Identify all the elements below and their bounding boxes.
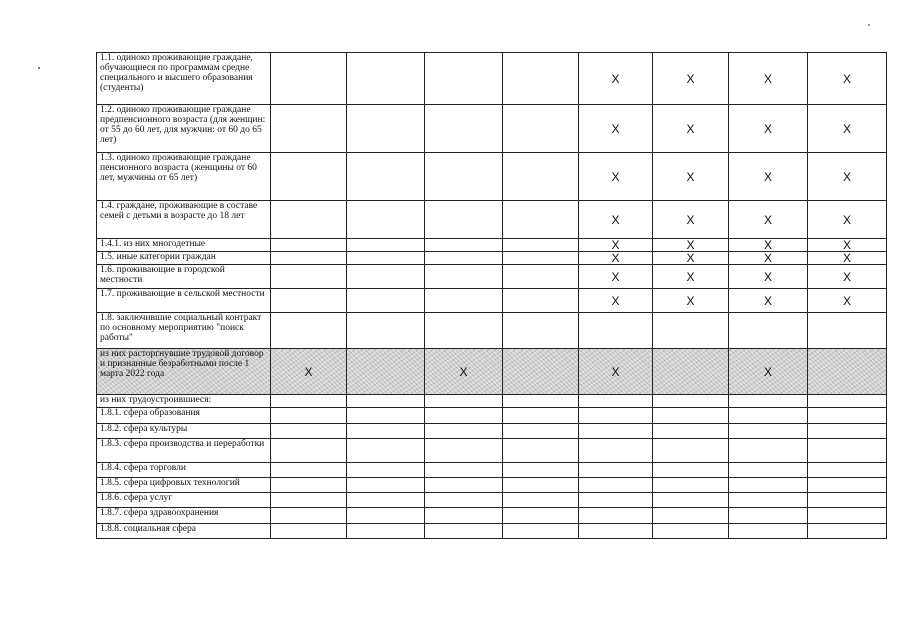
empty-cell <box>425 239 503 252</box>
table-row <box>97 349 887 395</box>
empty-cell <box>425 53 503 105</box>
table-row <box>97 252 887 265</box>
empty-cell <box>503 201 579 239</box>
table-row <box>97 493 887 508</box>
empty-cell <box>653 463 729 478</box>
empty-cell <box>347 493 425 508</box>
not-applicable-mark: X <box>579 289 653 313</box>
empty-cell <box>503 395 579 408</box>
row-label: 1.8.5. сфера цифровых технологий <box>97 478 271 493</box>
empty-cell <box>271 439 347 463</box>
not-applicable-mark: X <box>579 53 653 105</box>
table-body <box>97 53 887 539</box>
scan-speck <box>868 24 870 26</box>
empty-cell <box>503 508 579 524</box>
not-applicable-mark: X <box>579 349 653 395</box>
empty-cell <box>503 289 579 313</box>
empty-cell <box>347 105 425 153</box>
not-applicable-mark: X <box>808 201 887 239</box>
empty-cell <box>503 493 579 508</box>
not-applicable-mark: X <box>579 105 653 153</box>
not-applicable-mark: X <box>579 252 653 265</box>
table-row <box>97 508 887 524</box>
empty-cell <box>579 408 653 424</box>
empty-cell <box>579 424 653 439</box>
empty-cell <box>729 493 808 508</box>
table-row <box>97 105 887 153</box>
empty-cell <box>347 424 425 439</box>
not-applicable-mark: X <box>653 239 729 252</box>
empty-cell <box>271 265 347 289</box>
empty-cell <box>653 508 729 524</box>
not-applicable-mark: X <box>271 349 347 395</box>
not-applicable-mark: X <box>425 349 503 395</box>
empty-cell <box>503 424 579 439</box>
empty-cell <box>271 493 347 508</box>
report-table-container <box>96 52 886 539</box>
row-label: из них расторгнувшие трудовой договор и признанные безработными после 1 марта 2022 года <box>97 349 271 395</box>
not-applicable-mark: X <box>579 265 653 289</box>
empty-cell <box>808 313 887 349</box>
empty-cell <box>503 524 579 539</box>
not-applicable-mark: X <box>808 239 887 252</box>
row-label: 1.3. одиноко проживающие граждане пенсионного возраста (женщины от 60 лет, мужчины от 65 лет) <box>97 153 271 201</box>
empty-cell <box>729 395 808 408</box>
empty-cell <box>503 439 579 463</box>
empty-cell <box>271 53 347 105</box>
empty-cell <box>579 463 653 478</box>
empty-cell <box>425 395 503 408</box>
empty-cell <box>653 524 729 539</box>
empty-cell <box>425 493 503 508</box>
row-label: 1.8. заключившие социальный контракт по основному мероприятию "поиск работы" <box>97 313 271 349</box>
empty-cell <box>347 239 425 252</box>
empty-cell <box>729 508 808 524</box>
empty-cell <box>425 313 503 349</box>
empty-cell <box>579 395 653 408</box>
empty-cell <box>347 508 425 524</box>
empty-cell <box>653 439 729 463</box>
not-applicable-mark: X <box>808 53 887 105</box>
not-applicable-mark: X <box>653 105 729 153</box>
not-applicable-mark: X <box>579 239 653 252</box>
not-applicable-mark: X <box>808 265 887 289</box>
row-label: 1.8.1. сфера образования <box>97 408 271 424</box>
empty-cell <box>271 463 347 478</box>
empty-cell <box>347 53 425 105</box>
empty-cell <box>729 424 808 439</box>
table-row <box>97 408 887 424</box>
empty-cell <box>425 408 503 424</box>
empty-cell <box>347 252 425 265</box>
empty-cell <box>503 408 579 424</box>
empty-cell <box>425 153 503 201</box>
empty-cell <box>808 395 887 408</box>
empty-cell <box>271 408 347 424</box>
empty-cell <box>503 105 579 153</box>
empty-cell <box>653 408 729 424</box>
not-applicable-mark: X <box>729 265 808 289</box>
row-label: 1.4. граждане, проживающие в составе семей с детьми в возрасте до 18 лет <box>97 201 271 239</box>
empty-cell <box>347 524 425 539</box>
empty-cell <box>271 395 347 408</box>
not-applicable-mark: X <box>653 153 729 201</box>
empty-cell <box>503 463 579 478</box>
empty-cell <box>347 313 425 349</box>
empty-cell <box>503 265 579 289</box>
empty-cell <box>425 252 503 265</box>
empty-cell <box>503 349 579 395</box>
not-applicable-mark: X <box>808 105 887 153</box>
empty-cell <box>503 252 579 265</box>
empty-cell <box>503 478 579 493</box>
empty-cell <box>653 313 729 349</box>
empty-cell <box>653 349 729 395</box>
row-label: 1.8.4. сфера торговли <box>97 463 271 478</box>
table-row <box>97 478 887 493</box>
empty-cell <box>425 439 503 463</box>
not-applicable-mark: X <box>808 153 887 201</box>
empty-cell <box>347 201 425 239</box>
empty-cell <box>347 408 425 424</box>
empty-cell <box>425 524 503 539</box>
empty-cell <box>729 439 808 463</box>
empty-cell <box>579 493 653 508</box>
table-row <box>97 313 887 349</box>
empty-cell <box>271 524 347 539</box>
empty-cell <box>808 408 887 424</box>
table-row <box>97 201 887 239</box>
empty-cell <box>579 439 653 463</box>
empty-cell <box>271 478 347 493</box>
not-applicable-mark: X <box>729 105 808 153</box>
row-label: 1.7. проживающие в сельской местности <box>97 289 271 313</box>
row-label: 1.8.3. сфера производства и переработки <box>97 439 271 463</box>
empty-cell <box>729 478 808 493</box>
empty-cell <box>271 508 347 524</box>
empty-cell <box>653 478 729 493</box>
empty-cell <box>653 493 729 508</box>
empty-cell <box>579 478 653 493</box>
not-applicable-mark: X <box>653 252 729 265</box>
empty-cell <box>271 201 347 239</box>
empty-cell <box>271 153 347 201</box>
table-row <box>97 395 887 408</box>
empty-cell <box>425 289 503 313</box>
row-label: 1.2. одиноко проживающие граждане предпенсионного возраста (для женщин: от 55 до 60 лет, для мужчин: от 60 до 65 лет) <box>97 105 271 153</box>
not-applicable-mark: X <box>653 265 729 289</box>
empty-cell <box>271 252 347 265</box>
empty-cell <box>808 439 887 463</box>
not-applicable-mark: X <box>729 349 808 395</box>
empty-cell <box>653 424 729 439</box>
row-label: 1.5. иные категории граждан <box>97 252 271 265</box>
empty-cell <box>729 408 808 424</box>
empty-cell <box>808 463 887 478</box>
not-applicable-mark: X <box>653 53 729 105</box>
table-row <box>97 239 887 252</box>
not-applicable-mark: X <box>579 201 653 239</box>
row-label: 1.8.6. сфера услуг <box>97 493 271 508</box>
empty-cell <box>347 289 425 313</box>
empty-cell <box>579 508 653 524</box>
empty-cell <box>425 508 503 524</box>
empty-cell <box>425 463 503 478</box>
empty-cell <box>347 395 425 408</box>
empty-cell <box>503 313 579 349</box>
empty-cell <box>425 105 503 153</box>
table-row <box>97 463 887 478</box>
not-applicable-mark: X <box>729 53 808 105</box>
empty-cell <box>808 524 887 539</box>
empty-cell <box>503 53 579 105</box>
empty-cell <box>271 105 347 153</box>
row-label: 1.8.8. социальная сфера <box>97 524 271 539</box>
empty-cell <box>425 201 503 239</box>
not-applicable-mark: X <box>729 252 808 265</box>
row-label: 1.1. одиноко проживающие граждане, обучающиеся по программам средне специального и высшего образования (студенты) <box>97 53 271 105</box>
row-label: 1.8.2. сфера культуры <box>97 424 271 439</box>
empty-cell <box>579 524 653 539</box>
empty-cell <box>503 153 579 201</box>
empty-cell <box>271 313 347 349</box>
empty-cell <box>347 349 425 395</box>
empty-cell <box>347 265 425 289</box>
table-row <box>97 153 887 201</box>
empty-cell <box>808 508 887 524</box>
row-label: 1.4.1. из них многодетные <box>97 239 271 252</box>
empty-cell <box>729 313 808 349</box>
not-applicable-mark: X <box>808 252 887 265</box>
table-row <box>97 439 887 463</box>
empty-cell <box>271 424 347 439</box>
empty-cell <box>808 493 887 508</box>
empty-cell <box>347 463 425 478</box>
row-label: 1.8.7. сфера здравоохранения <box>97 508 271 524</box>
empty-cell <box>808 478 887 493</box>
empty-cell <box>653 395 729 408</box>
empty-cell <box>808 349 887 395</box>
not-applicable-mark: X <box>579 153 653 201</box>
not-applicable-mark: X <box>653 201 729 239</box>
empty-cell <box>579 313 653 349</box>
empty-cell <box>729 524 808 539</box>
report-table <box>96 52 887 539</box>
not-applicable-mark: X <box>729 153 808 201</box>
empty-cell <box>503 239 579 252</box>
table-row <box>97 53 887 105</box>
empty-cell <box>271 239 347 252</box>
row-label: из них трудоустроившиеся: <box>97 395 271 408</box>
empty-cell <box>425 265 503 289</box>
empty-cell <box>347 153 425 201</box>
table-row <box>97 424 887 439</box>
empty-cell <box>347 439 425 463</box>
empty-cell <box>425 478 503 493</box>
empty-cell <box>425 424 503 439</box>
not-applicable-mark: X <box>653 289 729 313</box>
row-label: 1.6. проживающие в городской местности <box>97 265 271 289</box>
not-applicable-mark: X <box>729 201 808 239</box>
not-applicable-mark: X <box>808 289 887 313</box>
empty-cell <box>729 463 808 478</box>
empty-cell <box>271 289 347 313</box>
table-row <box>97 265 887 289</box>
scan-speck <box>38 67 40 69</box>
not-applicable-mark: X <box>729 239 808 252</box>
not-applicable-mark: X <box>729 289 808 313</box>
table-row <box>97 524 887 539</box>
table-row <box>97 289 887 313</box>
empty-cell <box>347 478 425 493</box>
empty-cell <box>808 424 887 439</box>
